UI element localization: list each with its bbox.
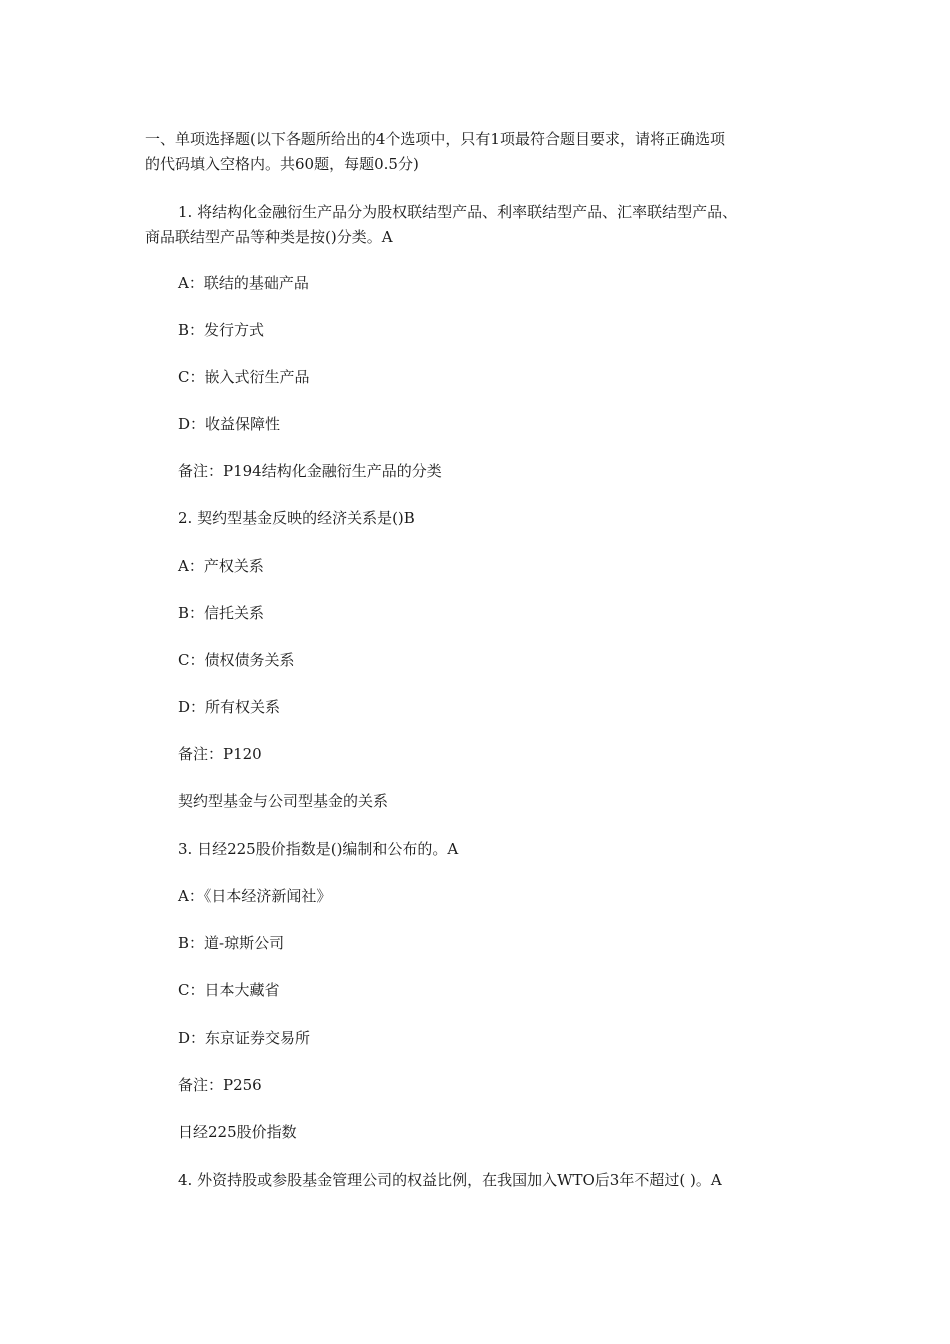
question-1-option-c: C：嵌入式衍生产品 [178,368,310,386]
question-3-option-a: A：《日本经济新闻社》 [178,887,332,905]
question-1-option-a: A：联结的基础产品 [178,274,309,292]
question-4-stem: 4. 外资持股或参股基金管理公司的权益比例，在我国加入WTO后3年不超过( )。A [178,1171,722,1189]
question-1-note: 备注：P194结构化金融衍生产品的分类 [178,462,442,480]
question-2-option-a: A：产权关系 [178,557,264,575]
question-1-stem-line-2: 商品联结型产品等种类是按()分类。A [145,228,393,246]
question-3-note-extra: 日经225股价指数 [178,1123,297,1141]
intro-line-1: 一、单项选择题(以下各题所给出的4个选项中，只有1项最符合题目要求，请将正确选项 [145,130,725,148]
question-2-note-extra: 契约型基金与公司型基金的关系 [178,792,389,810]
intro-line-2: 的代码填入空格内。共60题，每题0.5分) [145,155,419,173]
question-3-stem: 3. 日经225股价指数是()编制和公布的。A [178,840,459,858]
question-2-option-c: C：债权债务关系 [178,651,295,669]
question-1-option-d: D：收益保障性 [178,415,281,433]
question-2-note: 备注：P120 [178,745,262,763]
question-3-option-b: B：道-琼斯公司 [178,934,285,952]
question-2-option-d: D：所有权关系 [178,698,281,716]
question-3-note: 备注：P256 [178,1076,262,1094]
question-2-stem: 2. 契约型基金反映的经济关系是()B [178,509,415,527]
question-1-option-b: B：发行方式 [178,321,265,339]
question-3-option-d: D：东京证券交易所 [178,1029,311,1047]
question-3-option-c: C：日本大藏省 [178,981,280,999]
question-1-stem-line-1: 1. 将结构化金融衍生产品分为股权联结型产品、利率联结型产品、汇率联结型产品、 [178,203,738,221]
question-2-option-b: B：信托关系 [178,604,265,622]
